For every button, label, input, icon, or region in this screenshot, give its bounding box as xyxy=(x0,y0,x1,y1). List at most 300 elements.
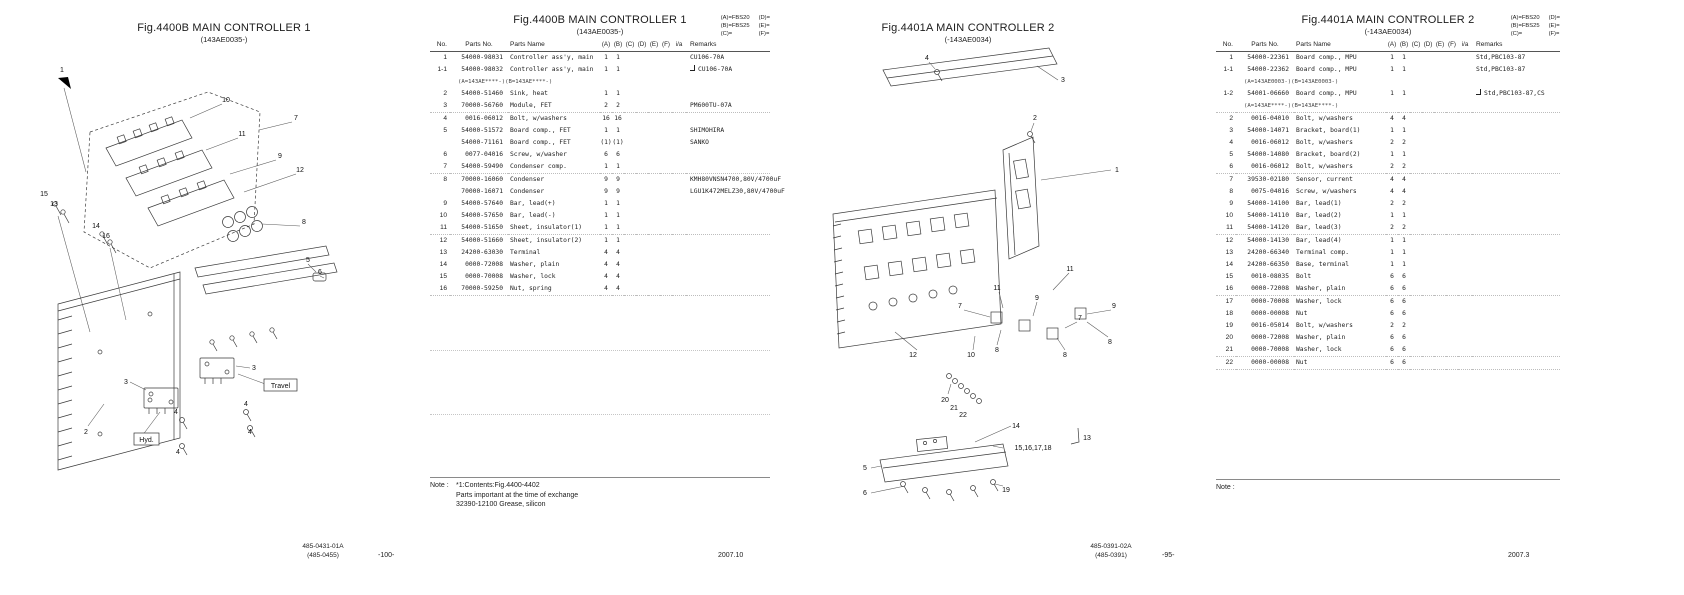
table-cell xyxy=(636,247,648,259)
table-cell: 54000-71161 xyxy=(461,139,503,146)
table-cell xyxy=(1458,210,1472,222)
table-cell: 54000-14120 xyxy=(1236,222,1294,235)
table-cell: Nut xyxy=(1296,310,1308,317)
table-cell: 4 xyxy=(604,249,608,256)
table-cell xyxy=(672,137,686,149)
table-cell: 11 xyxy=(430,222,450,235)
table-cell xyxy=(1446,174,1458,187)
table-cell xyxy=(636,88,648,100)
table-cell: 1 xyxy=(1390,90,1394,97)
table-cell xyxy=(1434,198,1446,210)
table-cell xyxy=(1446,222,1458,235)
table-cell: 1 xyxy=(604,54,608,61)
table-cell: 8 xyxy=(1229,188,1233,195)
table-cell xyxy=(636,174,648,187)
table-cell: Sensor, current xyxy=(1296,176,1353,183)
table-cell xyxy=(624,113,636,126)
table-cell xyxy=(1458,125,1472,137)
table-cell xyxy=(648,222,660,235)
table-cell: 4 xyxy=(616,261,620,268)
table-cell: 1-2 xyxy=(1223,90,1233,97)
table-cell: Nut xyxy=(1294,357,1386,370)
table-cell xyxy=(1434,332,1446,344)
fig4401a-serial-range: (-143AE0034) xyxy=(944,35,992,44)
table-cell: Terminal xyxy=(510,249,541,256)
column-header: i/a xyxy=(1458,39,1472,52)
table-cell: 0000-72008 xyxy=(1236,283,1294,296)
table-cell: 6 xyxy=(1398,283,1410,296)
table-cell: 54000-22361 xyxy=(1247,54,1289,61)
table-cell xyxy=(1434,344,1446,357)
table-cell xyxy=(430,186,450,198)
table-cell xyxy=(1458,149,1472,161)
fet-module-travel xyxy=(200,358,234,384)
table-cell: 54000-57650 xyxy=(461,212,503,219)
table-row xyxy=(1216,100,1560,113)
legend-f: (F)= xyxy=(1548,31,1560,37)
table-cell xyxy=(624,137,636,149)
table-cell: 16 xyxy=(602,115,610,122)
table-cell: Board comp., FET xyxy=(510,139,571,146)
table-cell xyxy=(624,259,636,271)
table-cell xyxy=(636,52,648,65)
table-cell: Terminal comp. xyxy=(1296,249,1350,256)
column-header: (E) xyxy=(1434,39,1446,52)
table-cell xyxy=(1434,296,1446,309)
table-cell xyxy=(636,149,648,161)
serial-applicability-note: (A=143AE****-)(B=143AE****-) xyxy=(1216,100,1560,113)
callout-4: 4 xyxy=(248,429,252,436)
table-cell xyxy=(624,247,636,259)
table-cell: 0000-70008 xyxy=(1251,298,1289,305)
table-row xyxy=(430,247,770,259)
table-cell xyxy=(1410,344,1422,357)
fig4401a-title-text: Fig.4401A MAIN CONTROLLER 2 xyxy=(881,22,1055,34)
table-cell: 2 xyxy=(1398,222,1410,235)
table-cell: 9 xyxy=(616,176,620,183)
table-cell xyxy=(672,64,686,76)
table-cell: 24200-63030 xyxy=(461,249,503,256)
table-cell: Condenser xyxy=(510,188,545,195)
table-row xyxy=(1216,283,1560,296)
remarks-cell xyxy=(1472,149,1560,161)
table-cell xyxy=(1422,64,1434,76)
callout-10: 10 xyxy=(967,352,975,359)
table-cell xyxy=(1434,174,1446,187)
remarks-cell xyxy=(686,283,770,296)
table-cell xyxy=(624,52,636,65)
callout-11: 11 xyxy=(993,285,1001,292)
remarks-cell xyxy=(1472,198,1560,210)
table-cell: 2 xyxy=(1390,322,1394,329)
doc-no-alt: (485-0391) xyxy=(1095,551,1127,559)
table-row xyxy=(430,174,770,187)
legend-e: (E)= xyxy=(758,23,770,29)
remarks-cell: SHIMOHIRA xyxy=(690,127,725,134)
table-cell: 5 xyxy=(443,127,447,134)
table-cell xyxy=(1410,198,1422,210)
revision-date-left: 2007.10 xyxy=(718,552,744,559)
table-cell xyxy=(1446,88,1458,100)
table-cell xyxy=(1422,308,1434,320)
fig4401a-line-art xyxy=(833,48,1111,501)
table-cell: 16 xyxy=(614,115,622,122)
empty-row-separator xyxy=(430,350,770,351)
fet-module-hyd xyxy=(144,388,178,414)
table-cell: 4 xyxy=(604,261,608,268)
table-row xyxy=(1216,344,1560,357)
table-row xyxy=(430,210,770,222)
table-cell: Bracket, board(2) xyxy=(1296,151,1361,158)
remarks-cell: PM600TU-07A xyxy=(686,100,770,113)
table-cell xyxy=(624,174,636,187)
table-cell: 6 xyxy=(1402,298,1406,305)
table-cell xyxy=(660,113,672,126)
column-header: Parts Name xyxy=(508,39,600,52)
column-header: (A) xyxy=(600,39,612,52)
table-cell xyxy=(1458,296,1472,309)
table-cell: 2 xyxy=(1402,139,1406,146)
table-cell xyxy=(1434,247,1446,259)
table-cell: 1 xyxy=(1390,151,1394,158)
remarks-cell: CU106-70A xyxy=(690,54,725,61)
table-cell xyxy=(1458,357,1472,370)
note-line: 32390-12100 Grease, silicon xyxy=(456,501,546,508)
table-cell: Washer, lock xyxy=(1294,344,1386,357)
table-cell xyxy=(1422,137,1434,149)
table-cell xyxy=(648,113,660,126)
table-cell xyxy=(636,210,648,222)
table-cell: 5 xyxy=(1229,151,1233,158)
doc-number-right xyxy=(1074,543,1148,560)
table-cell: 0016-06012 xyxy=(1236,161,1294,174)
table-cell xyxy=(1410,161,1422,174)
table-cell: 70000-16071 xyxy=(461,188,503,195)
table-cell: 1 xyxy=(443,54,447,61)
remarks-cell xyxy=(1472,320,1560,332)
remarks-cell: LGU1K472MELZ30,80V/4700uF xyxy=(690,188,785,195)
table-cell: 14 xyxy=(439,261,447,268)
table-cell: 13 xyxy=(1225,249,1233,256)
table-cell xyxy=(1410,320,1422,332)
table-cell xyxy=(660,88,672,100)
table-cell: 6 xyxy=(1398,344,1410,357)
table-cell: Condenser xyxy=(510,176,545,183)
remarks-cell xyxy=(1472,210,1560,222)
table-cell xyxy=(1446,283,1458,296)
fig4400b-line-art xyxy=(53,77,337,470)
table-cell: 0016-04010 xyxy=(1251,115,1289,122)
table-cell xyxy=(660,52,672,65)
table-cell: 4 xyxy=(600,283,612,296)
table-cell xyxy=(648,271,660,283)
column-header: (F) xyxy=(1446,39,1458,52)
table-cell: 70000-16060 xyxy=(461,176,503,183)
table-cell xyxy=(1446,64,1458,76)
column-header: (C) xyxy=(624,39,636,52)
table-cell xyxy=(648,125,660,137)
table-cell: 12 xyxy=(1225,237,1233,244)
table-cell: 2 xyxy=(600,100,612,113)
table-cell: Washer, lock xyxy=(1296,298,1342,305)
table-cell xyxy=(1422,52,1434,65)
table-cell xyxy=(1422,283,1434,296)
table-cell: Board comp., MPU xyxy=(1296,90,1357,97)
callout-12: 12 xyxy=(296,167,304,174)
table-cell xyxy=(624,161,636,174)
table-cell xyxy=(1458,332,1472,344)
remarks-cell xyxy=(1472,259,1560,271)
pointer-arrow xyxy=(58,77,71,89)
table-cell: 4 xyxy=(616,249,620,256)
table-cell: Bar, lead(+) xyxy=(510,200,556,207)
table-cell xyxy=(624,271,636,283)
table-cell: 0016-05014 xyxy=(1251,322,1289,329)
table-body xyxy=(430,52,785,296)
table-cell xyxy=(1458,88,1472,100)
table-cell: 24200-66350 xyxy=(1247,261,1289,268)
table-cell xyxy=(636,271,648,283)
table-cell xyxy=(1422,271,1434,283)
callout-4: 4 xyxy=(176,449,180,456)
table-cell xyxy=(1422,113,1434,126)
column-header: Parts No. xyxy=(450,39,508,52)
table-cell xyxy=(648,149,660,161)
table-cell: 3 xyxy=(1229,127,1233,134)
table-cell xyxy=(636,259,648,271)
callout-7: 7 xyxy=(294,115,298,122)
column-header: (C) xyxy=(1410,39,1422,52)
legend-b: (B)=FBS25 xyxy=(720,23,750,29)
table-cell: Bar, lead(3) xyxy=(1294,222,1386,235)
table-cell xyxy=(1458,283,1472,296)
table-cell: 1 xyxy=(1402,212,1406,219)
table-cell xyxy=(1410,296,1422,309)
table-cell xyxy=(636,64,648,76)
table-cell xyxy=(1458,308,1472,320)
remarks-cell: SANKO xyxy=(690,139,709,146)
table-cell: 1-1 xyxy=(437,66,447,73)
table-cell xyxy=(1434,271,1446,283)
column-header: (A) xyxy=(1386,39,1398,52)
table-cell: 1 xyxy=(1402,127,1406,134)
parts-table xyxy=(430,39,785,296)
table-cell: 1-1 xyxy=(1223,66,1233,73)
remarks-cell xyxy=(686,271,770,283)
table-row xyxy=(430,271,770,283)
table-cell xyxy=(660,259,672,271)
exploded-diagram-fig4401a xyxy=(825,40,1220,535)
column-header: (F) xyxy=(660,39,672,52)
legend-f: (F)= xyxy=(758,31,770,37)
table-cell xyxy=(1446,186,1458,198)
table-cell: 6 xyxy=(1386,357,1398,370)
table-cell: 13 xyxy=(439,249,447,256)
table-cell xyxy=(660,161,672,174)
table-cell: 54000-51460 xyxy=(461,90,503,97)
remarks-cell: Std,PBC103-87 xyxy=(1476,66,1526,73)
page-number-left: -100- xyxy=(378,552,395,559)
table-cell xyxy=(1422,210,1434,222)
table-cell xyxy=(660,174,672,187)
table-cell xyxy=(1458,198,1472,210)
table-cell: 1 xyxy=(1390,237,1394,244)
table-cell xyxy=(1458,259,1472,271)
table-cell: 2 xyxy=(1386,161,1398,174)
table-cell: 4 xyxy=(1402,115,1406,122)
table-cell xyxy=(1410,247,1422,259)
table-cell: 1 xyxy=(1390,212,1394,219)
table-cell xyxy=(636,100,648,113)
callout-5: 5 xyxy=(863,465,867,472)
table-cell xyxy=(672,125,686,137)
table-cell: 6 xyxy=(1390,298,1394,305)
table-cell xyxy=(660,100,672,113)
variant-legend xyxy=(1511,14,1560,38)
table-cell xyxy=(636,198,648,210)
table-cell: Bolt, w/washers xyxy=(1296,115,1353,122)
table-cell xyxy=(660,222,672,235)
callout-7: 7 xyxy=(958,303,962,310)
table-cell xyxy=(1434,357,1446,370)
table-row xyxy=(430,235,770,248)
table-cell: 4 xyxy=(1402,188,1406,195)
table-cell: 6 xyxy=(1402,310,1406,317)
table-cell: 6 xyxy=(443,151,447,158)
table-cell: Sheet, insulator(1) xyxy=(508,222,600,235)
table-cell: Board comp., MPU xyxy=(1296,54,1357,61)
remarks-cell xyxy=(1472,308,1560,320)
callout-7: 7 xyxy=(1078,315,1082,322)
table-cell: 20 xyxy=(1225,334,1233,341)
table-cell xyxy=(1422,198,1434,210)
table-row xyxy=(430,125,770,137)
table-row xyxy=(1216,64,1560,76)
table-cell xyxy=(672,235,686,248)
table-cell: 1 xyxy=(616,200,620,207)
table-row xyxy=(1216,259,1560,271)
table-row xyxy=(1216,76,1560,88)
table-cell: 0000-00008 xyxy=(1236,357,1294,370)
interchange-mark xyxy=(1476,89,1481,95)
table-cell xyxy=(624,125,636,137)
table-cell xyxy=(1422,174,1434,187)
table-cell xyxy=(1458,344,1472,357)
table-cell: Board comp., MPU xyxy=(1296,66,1357,73)
callout-1: 1 xyxy=(1115,167,1119,174)
table-cell: Bar, lead(1) xyxy=(1296,200,1342,207)
remarks-cell xyxy=(1472,332,1560,344)
table-cell: 54000-14080 xyxy=(1247,151,1289,158)
table-cell: Washer, plain xyxy=(510,261,560,268)
callout-15,16,17,18: 15,16,17,18 xyxy=(1014,445,1052,452)
callout-16: 16 xyxy=(102,233,110,240)
table-cell: 0010-08035 xyxy=(1251,273,1289,280)
table-row xyxy=(1216,320,1560,332)
table-cell: 6 xyxy=(1402,273,1406,280)
table-cell xyxy=(1446,308,1458,320)
table-cell: 15 xyxy=(1225,273,1233,280)
terminal-bracket xyxy=(880,436,1008,482)
table-cell xyxy=(624,64,636,76)
column-header: Remarks xyxy=(686,39,770,52)
table-cell: 1 xyxy=(1402,151,1406,158)
table-row xyxy=(1216,332,1560,344)
table-cell xyxy=(1434,64,1446,76)
callout-4: 4 xyxy=(174,409,178,416)
table-cell xyxy=(672,113,686,126)
table-cell xyxy=(1410,174,1422,187)
table-cell: 70000-59250 xyxy=(450,283,508,296)
table-cell xyxy=(1458,235,1472,248)
table-cell: 6 xyxy=(1216,161,1236,174)
table-cell xyxy=(672,210,686,222)
parts-table-fig4400b xyxy=(430,14,785,296)
table-cell xyxy=(1446,332,1458,344)
callout-11: 11 xyxy=(238,131,246,138)
column-header: No. xyxy=(1216,39,1236,52)
table-row xyxy=(1216,186,1560,198)
table-cell: 15 xyxy=(439,273,447,280)
table-cell xyxy=(1458,174,1472,187)
table-cell: 1 xyxy=(600,222,612,235)
table-row xyxy=(1216,161,1560,174)
controller-board xyxy=(833,190,1001,348)
column-header: (B) xyxy=(612,39,624,52)
table-row xyxy=(430,149,770,161)
table1-title: Fig.4400B MAIN CONTROLLER 1 xyxy=(513,14,687,26)
table-cell: 54000-57640 xyxy=(461,200,503,207)
table-cell: Washer, lock xyxy=(510,273,556,280)
table-cell xyxy=(660,247,672,259)
table-cell: 0000-70008 xyxy=(465,273,503,280)
table-cell: 9 xyxy=(1229,200,1233,207)
table-cell: 54000-51650 xyxy=(450,222,508,235)
table-cell: 54000-14130 xyxy=(1247,237,1289,244)
remarks-cell xyxy=(1472,186,1560,198)
table-row xyxy=(430,137,770,149)
table-cell: 18 xyxy=(1225,310,1233,317)
table-cell xyxy=(1434,125,1446,137)
table-cell xyxy=(660,283,672,296)
remarks-cell xyxy=(686,88,770,100)
table-cell: 0075-04016 xyxy=(1251,188,1289,195)
fig4400b-title-text: Fig.4400B MAIN CONTROLLER 1 xyxy=(137,22,311,34)
page-number-right: -95- xyxy=(1162,552,1175,559)
note-label: Note : xyxy=(430,482,449,489)
table-cell: 2 xyxy=(1390,200,1394,207)
remarks-cell xyxy=(1472,235,1560,248)
table-cell: 1 xyxy=(616,54,620,61)
table-cell: 1 xyxy=(604,90,608,97)
table-cell xyxy=(1422,259,1434,271)
table-cell: 54000-14100 xyxy=(1247,200,1289,207)
callout-3: 3 xyxy=(1061,77,1065,84)
table-cell: 1 xyxy=(1390,261,1394,268)
table-row xyxy=(430,113,770,126)
table-cell: 2 xyxy=(612,100,624,113)
callout-4: 4 xyxy=(925,55,929,62)
column-header: (D) xyxy=(636,39,648,52)
table-row xyxy=(430,100,770,113)
table-cell xyxy=(648,259,660,271)
remarks-cell xyxy=(686,210,770,222)
table-cell: Controller ass'y, main xyxy=(510,66,594,73)
column-header: Parts No. xyxy=(1236,39,1294,52)
table-cell xyxy=(1410,271,1422,283)
table-cell xyxy=(624,88,636,100)
table-cell xyxy=(1410,332,1422,344)
